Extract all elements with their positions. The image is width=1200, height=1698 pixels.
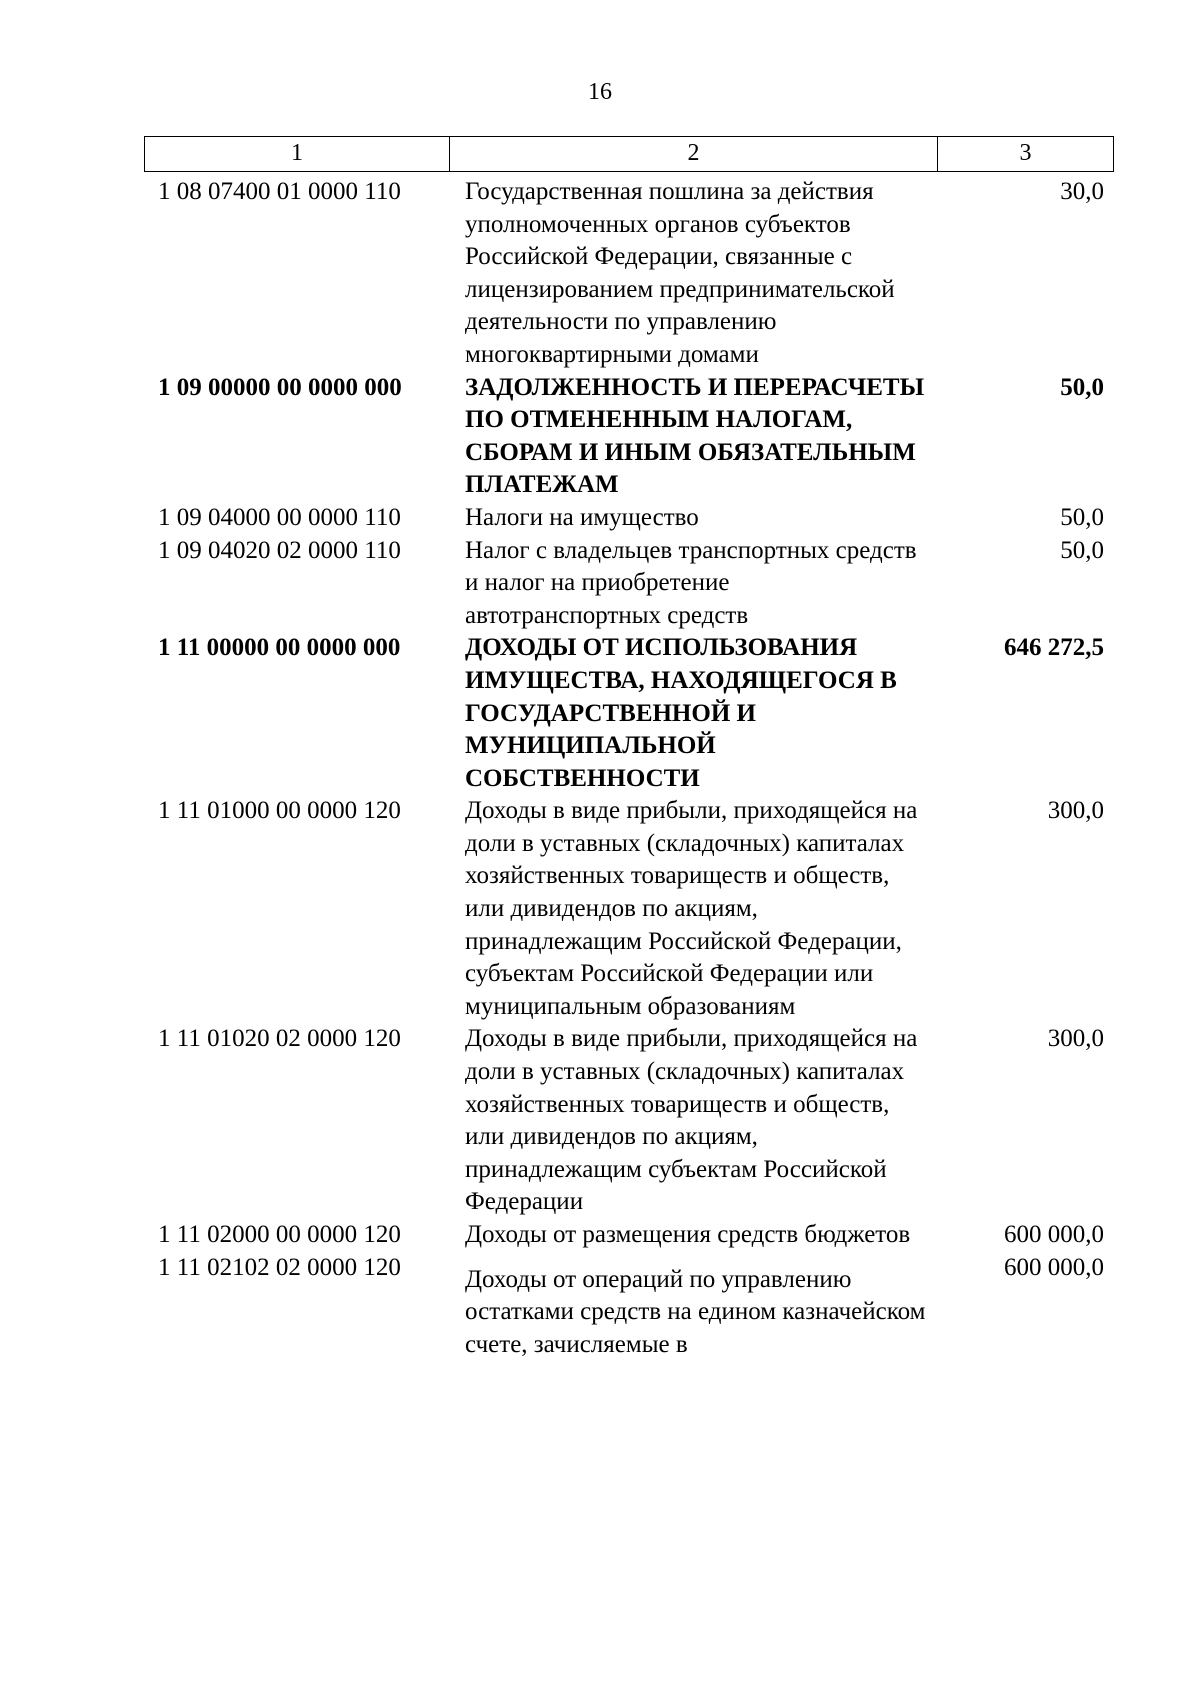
row-name: Налоги на имущество xyxy=(465,503,699,531)
row-code: 1 11 00000 00 0000 000 xyxy=(158,634,401,662)
row-value: 600 000,0 xyxy=(1004,1253,1104,1281)
header-col-3: 3 xyxy=(1019,140,1032,166)
row-name: ЗАДОЛЖЕННОСТЬ И ПЕРЕРАСЧЕТЫ ПО ОТМЕНЕННЫМ НАЛОГАМ, СБОРАМ И ИНЫМ ОБЯЗАТЕЛЬНЫМ ПЛАТЕЖАМ xyxy=(465,373,925,499)
row-code: 1 11 01020 02 0000 120 xyxy=(158,1025,401,1053)
row-code: 1 09 04020 02 0000 110 xyxy=(158,536,401,564)
page-number: 16 xyxy=(588,79,612,105)
table-header xyxy=(144,136,1114,172)
row-code: 1 09 04000 00 0000 110 xyxy=(158,503,401,531)
row-value: 300,0 xyxy=(1047,1025,1104,1053)
header-col-2: 2 xyxy=(450,137,938,171)
row-value: 646 272,5 xyxy=(1004,634,1104,662)
table-row xyxy=(144,502,1114,535)
table-row xyxy=(144,176,1114,372)
table-body xyxy=(144,176,1114,1361)
table-row xyxy=(144,632,1114,795)
row-value: 50,0 xyxy=(1060,536,1104,564)
row-name: Доходы от операций по управлению остатками средств на едином казначейском счете, зачисляемые в xyxy=(465,1265,926,1358)
row-name: Доходы в виде прибыли, приходящейся на доли в уставных (складочных) капиталах хозяйственных товариществ и обществ, или дивидендов по акциям, принадлежащим субъектам Российской Федерации xyxy=(465,1025,918,1216)
row-value: 50,0 xyxy=(1060,373,1104,401)
row-code: 1 11 02102 02 0000 120 xyxy=(158,1253,401,1281)
row-name: Налог с владельцев транспортных средств и налог на приобретение автотранспортных средств xyxy=(465,536,917,629)
row-value: 300,0 xyxy=(1047,797,1104,825)
row-name: Доходы от размещения средств бюджетов xyxy=(465,1221,911,1248)
table-row xyxy=(144,1252,1114,1362)
table-row xyxy=(144,1219,1114,1252)
table-row xyxy=(144,535,1114,633)
row-name: Доходы в виде прибыли, приходящейся на доли в уставных (складочных) капиталах хозяйственных товариществ и обществ, или дивидендов по акциям, принадлежащим Российской Федерации, субъектам Российской Федерации или муниципальным образованиям xyxy=(465,797,918,1020)
row-code: 1 11 02000 00 0000 120 xyxy=(158,1221,401,1248)
header-col-1: 1 xyxy=(145,137,450,171)
row-value: 30,0 xyxy=(1060,178,1104,205)
row-name: ДОХОДЫ ОТ ИСПОЛЬЗОВАНИЯ ИМУЩЕСТВА, НАХОДЯЩЕГОСЯ В ГОСУДАРСТВЕННОЙ И МУНИЦИПАЛЬНОЙ СОБСТВЕННОСТИ xyxy=(465,634,897,792)
row-name: Государственная пошлина за действия уполномоченных органов субъектов Российской Федерации, связанные с лицензированием предпринимательской деятельности по управлению многоквартирными домами xyxy=(465,178,895,368)
row-value: 600 000,0 xyxy=(1004,1221,1104,1248)
table-row xyxy=(144,372,1114,502)
table-row xyxy=(144,795,1114,1023)
row-code: 1 09 00000 00 0000 000 xyxy=(158,373,402,401)
table-row xyxy=(144,1023,1114,1219)
row-code: 1 11 01000 00 0000 120 xyxy=(158,797,401,825)
row-value: 50,0 xyxy=(1060,503,1104,531)
row-code: 1 08 07400 01 0000 110 xyxy=(158,178,401,205)
